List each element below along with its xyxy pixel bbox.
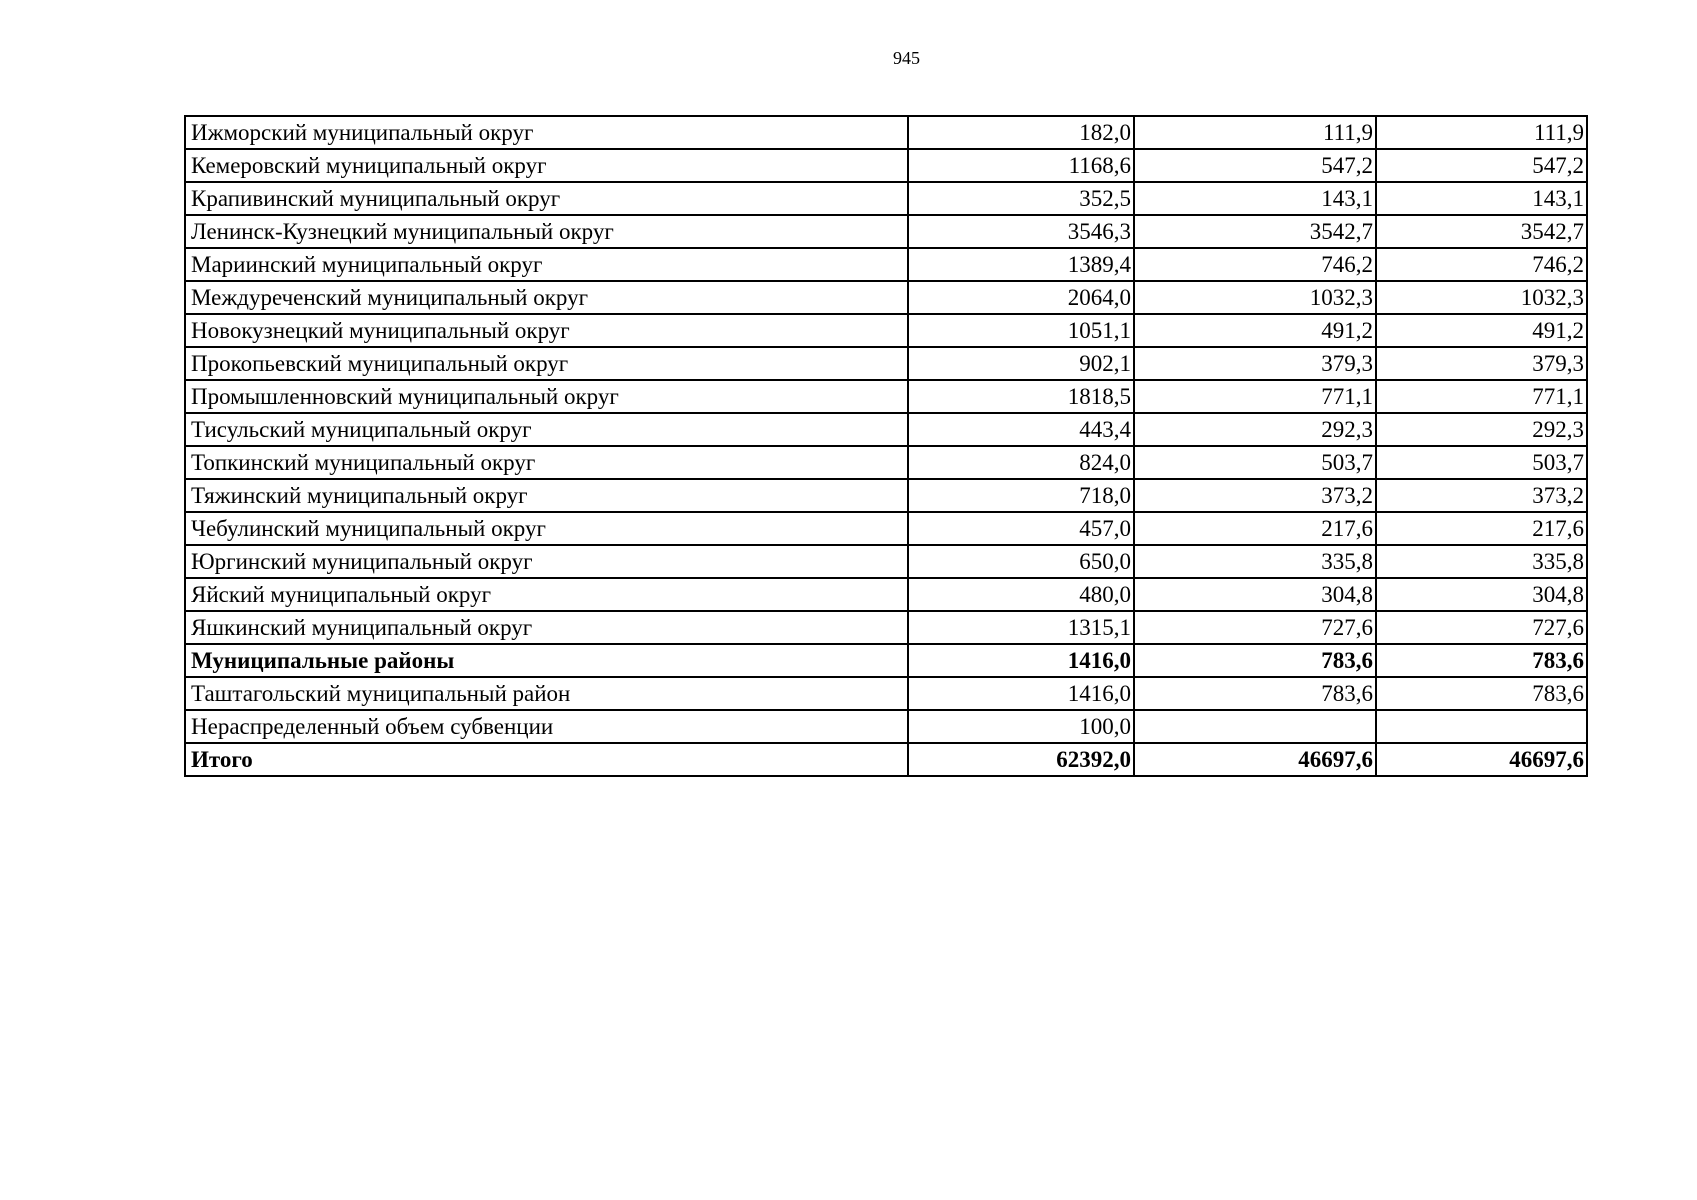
- cell-value-3: 3542,7: [1376, 215, 1587, 248]
- cell-value-3: 771,1: [1376, 380, 1587, 413]
- page-number: 945: [893, 48, 920, 68]
- table-row: [185, 314, 1587, 347]
- cell-name: Тяжинский муниципальный округ: [185, 479, 908, 512]
- cell-value-2: 783,6: [1134, 677, 1376, 710]
- cell-value-1: 1389,4: [908, 248, 1134, 281]
- cell-value-1: 2064,0: [908, 281, 1134, 314]
- table-row: [185, 677, 1587, 710]
- cell-name: Итого: [185, 743, 908, 776]
- table-row: [185, 578, 1587, 611]
- cell-value-1: 1416,0: [908, 677, 1134, 710]
- cell-value-3: 292,3: [1376, 413, 1587, 446]
- cell-value-3: 335,8: [1376, 545, 1587, 578]
- cell-name: Таштагольский муниципальный район: [185, 677, 908, 710]
- cell-value-1: 1051,1: [908, 314, 1134, 347]
- cell-name: Прокопьевский муниципальный округ: [185, 347, 908, 380]
- cell-value-2: 379,3: [1134, 347, 1376, 380]
- cell-name: Юргинский муниципальный округ: [185, 545, 908, 578]
- cell-name: Ижморский муниципальный округ: [185, 116, 908, 149]
- cell-value-1: 182,0: [908, 116, 1134, 149]
- data-table: [184, 115, 1588, 777]
- cell-value-3: 783,6: [1376, 644, 1587, 677]
- cell-value-1: 650,0: [908, 545, 1134, 578]
- cell-value-3: 304,8: [1376, 578, 1587, 611]
- table-row: [185, 215, 1587, 248]
- cell-value-1: 902,1: [908, 347, 1134, 380]
- cell-name: Муниципальные районы: [185, 644, 908, 677]
- cell-value-1: 1315,1: [908, 611, 1134, 644]
- cell-value-2: 292,3: [1134, 413, 1376, 446]
- table-row: [185, 710, 1587, 743]
- table-row: [185, 380, 1587, 413]
- cell-name: Тисульский муниципальный округ: [185, 413, 908, 446]
- cell-value-2: 771,1: [1134, 380, 1376, 413]
- cell-value-3: 143,1: [1376, 182, 1587, 215]
- cell-value-3: 217,6: [1376, 512, 1587, 545]
- cell-name: Промышленновский муниципальный округ: [185, 380, 908, 413]
- cell-value-1: 352,5: [908, 182, 1134, 215]
- table-row: [185, 281, 1587, 314]
- cell-value-1: 1168,6: [908, 149, 1134, 182]
- cell-value-2: 143,1: [1134, 182, 1376, 215]
- cell-name: Чебулинский муниципальный округ: [185, 512, 908, 545]
- cell-value-3: 111,9: [1376, 116, 1587, 149]
- cell-value-2: 335,8: [1134, 545, 1376, 578]
- cell-name: Яшкинский муниципальный округ: [185, 611, 908, 644]
- cell-name: Яйский муниципальный округ: [185, 578, 908, 611]
- cell-name: Крапивинский муниципальный округ: [185, 182, 908, 215]
- cell-value-2: 1032,3: [1134, 281, 1376, 314]
- cell-value-1: 3546,3: [908, 215, 1134, 248]
- cell-value-2: 3542,7: [1134, 215, 1376, 248]
- cell-value-1: 718,0: [908, 479, 1134, 512]
- table-row: [185, 248, 1587, 281]
- table-row: [185, 116, 1587, 149]
- cell-name: Топкинский муниципальный округ: [185, 446, 908, 479]
- cell-name: Новокузнецкий муниципальный округ: [185, 314, 908, 347]
- cell-name: Кемеровский муниципальный округ: [185, 149, 908, 182]
- cell-value-3: 491,2: [1376, 314, 1587, 347]
- table-row: [185, 149, 1587, 182]
- cell-name: Ленинск-Кузнецкий муниципальный округ: [185, 215, 908, 248]
- cell-name: Междуреченский муниципальный округ: [185, 281, 908, 314]
- cell-value-1: 824,0: [908, 446, 1134, 479]
- table-row: [185, 446, 1587, 479]
- cell-value-2: 46697,6: [1134, 743, 1376, 776]
- cell-value-3: 783,6: [1376, 677, 1587, 710]
- cell-value-3: [1376, 710, 1587, 743]
- cell-value-1: 480,0: [908, 578, 1134, 611]
- cell-value-3: 46697,6: [1376, 743, 1587, 776]
- cell-value-1: 1416,0: [908, 644, 1134, 677]
- cell-value-2: 746,2: [1134, 248, 1376, 281]
- cell-value-3: 373,2: [1376, 479, 1587, 512]
- table-row: [185, 413, 1587, 446]
- cell-value-3: 1032,3: [1376, 281, 1587, 314]
- cell-value-3: 503,7: [1376, 446, 1587, 479]
- table-row: [185, 347, 1587, 380]
- cell-value-1: 457,0: [908, 512, 1134, 545]
- cell-value-1: 443,4: [908, 413, 1134, 446]
- cell-value-2: 727,6: [1134, 611, 1376, 644]
- table-row: [185, 182, 1587, 215]
- cell-value-2: 547,2: [1134, 149, 1376, 182]
- table-row: [185, 743, 1587, 776]
- cell-name: Нераспределенный объем субвенции: [185, 710, 908, 743]
- cell-value-3: 746,2: [1376, 248, 1587, 281]
- table-row: [185, 611, 1587, 644]
- cell-value-3: 379,3: [1376, 347, 1587, 380]
- cell-value-2: 217,6: [1134, 512, 1376, 545]
- cell-value-1: 62392,0: [908, 743, 1134, 776]
- cell-value-1: 1818,5: [908, 380, 1134, 413]
- table-row: [185, 512, 1587, 545]
- table-row: [185, 479, 1587, 512]
- cell-value-2: 373,2: [1134, 479, 1376, 512]
- cell-value-3: 727,6: [1376, 611, 1587, 644]
- cell-value-2: 304,8: [1134, 578, 1376, 611]
- table-row: [185, 644, 1587, 677]
- cell-value-1: 100,0: [908, 710, 1134, 743]
- table-body: [185, 116, 1587, 776]
- cell-value-2: 111,9: [1134, 116, 1376, 149]
- cell-value-3: 547,2: [1376, 149, 1587, 182]
- cell-value-2: [1134, 710, 1376, 743]
- cell-name: Мариинский муниципальный округ: [185, 248, 908, 281]
- cell-value-2: 491,2: [1134, 314, 1376, 347]
- cell-value-2: 503,7: [1134, 446, 1376, 479]
- cell-value-2: 783,6: [1134, 644, 1376, 677]
- table-row: [185, 545, 1587, 578]
